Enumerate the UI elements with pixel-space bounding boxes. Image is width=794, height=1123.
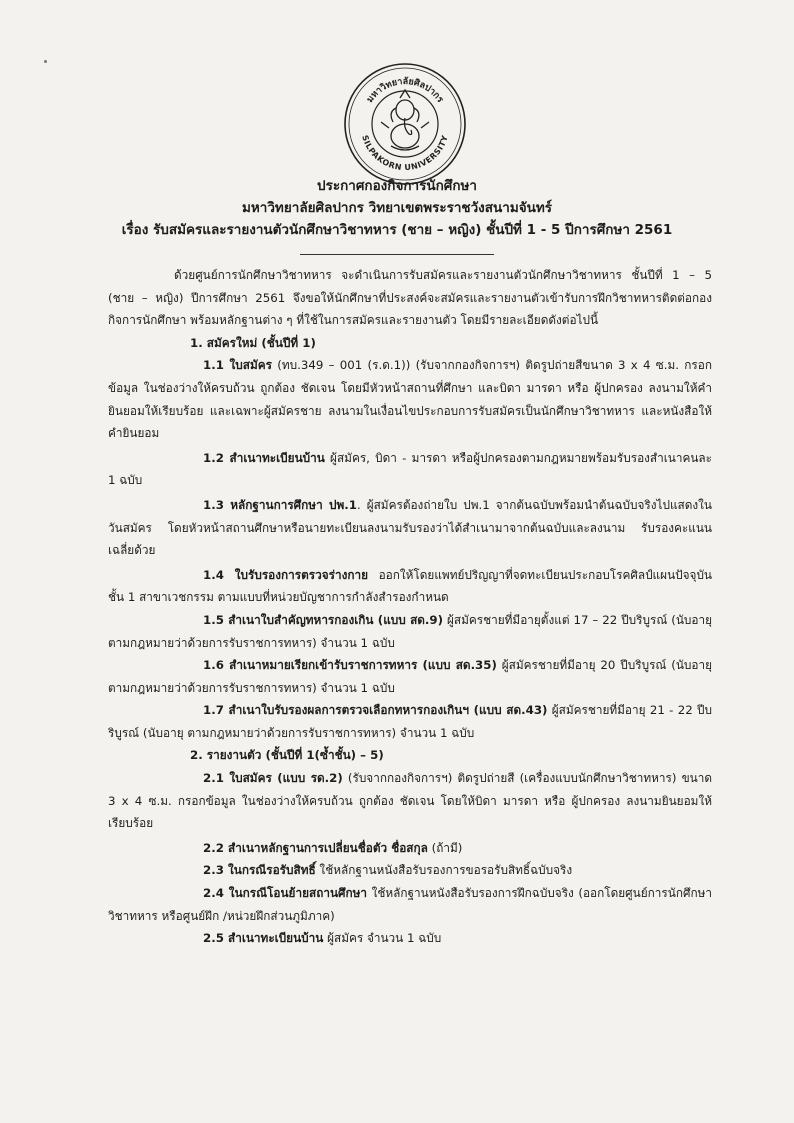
item-1-2	[108, 447, 712, 492]
item-2-1	[108, 767, 712, 835]
item-1-7	[108, 699, 712, 744]
item-1-7-text: ผู้สมัครชายที่มีอายุ 21 - 22 ปีบริบูรณ์ (นับอายุ ตามกฎหมายว่าด้วยการรับราชการทหาร) จำนวน 1 ฉบับ	[108, 703, 712, 740]
item-1-1	[108, 354, 712, 444]
intro-paragraph: ด้วยศูนย์การนักศึกษาวิชาทหาร จะดำเนินการรับสมัครและรายงานตัวนักศึกษาวิชาทหาร ชั้นปีที่ 1 – 5 (ชาย – หญิง) ปีการศึกษา 2561 จึงขอให้นักศึกษาที่ประสงค์จะสมัครและรายงานตัวเข้ารับการฝึกวิชาทหารติดต่อกองกิจการนักศึกษา พร้อมหลักฐานต่าง ๆ ที่ใช้ในการสมัครและรายงานตัว โดยมีรายละเอียดดังต่อไปนี้	[108, 268, 712, 328]
item-2-3	[108, 859, 712, 882]
item-2-5-text: ผู้สมัคร จำนวน 1 ฉบับ	[323, 931, 442, 946]
university-seal-logo	[343, 62, 468, 187]
item-2-4	[108, 882, 712, 927]
item-1-3-label: 1.3 หลักฐานการศึกษา ปพ.1	[203, 497, 357, 512]
item-2-3-label: 2.3 ในกรณีรอรับสิทธิ์	[203, 863, 316, 878]
announcement-body	[108, 264, 712, 950]
item-1-7-label: 1.7 สำเนาใบรับรองผลการตรวจเลือกทหารกองเกินฯ (แบบ สด.43)	[203, 703, 548, 718]
section-1-heading: 1. สมัครใหม่ (ชั้นปีที่ 1)	[190, 335, 316, 350]
item-1-4	[108, 564, 712, 609]
item-2-5	[108, 927, 712, 950]
scan-speck	[44, 60, 47, 63]
item-2-4-text: ใช้หลักฐานหนังสือรับรองการฝึกฉบับจริง (ออกโดยศูนย์การนักศึกษาวิชาทหาร หรือศูนย์ฝึก /หน่วยฝึกส่วนภูมิภาค)	[108, 886, 712, 923]
header-line-3: เรื่อง รับสมัครและรายงานตัวนักศึกษาวิชาทหาร (ชาย – หญิง) ชั้นปีที่ 1 - 5 ปีการศึกษา 2561	[121, 222, 673, 238]
item-2-2	[108, 837, 712, 860]
item-2-1-label: 2.1 ใบสมัคร (แบบ รด.2)	[203, 771, 343, 786]
item-1-3	[108, 494, 712, 562]
header-line-2: มหาวิทยาลัยศิลปากร วิทยาเขตพระราชวังสนามจันทร์	[241, 200, 553, 216]
item-2-2-text: (ถ้ามี)	[427, 840, 463, 855]
item-1-5-label: 1.5 สำเนาใบสำคัญทหารกองเกิน (แบบ สด.9)	[203, 612, 444, 627]
item-1-5-text: ผู้สมัครชายที่มีอายุตั้งแต่ 17 – 22 ปีบริบูรณ์ (นับอายุ ตามกฎหมายว่าด้วยการรับราชการทหาร) จำนวน 1 ฉบับ	[108, 612, 712, 650]
item-2-3-text: ใช้หลักฐานหนังสือรับรองการขอรอรับสิทธิ์ฉบับจริง	[315, 863, 573, 878]
item-1-4-label: 1.4 ใบรับรองการตรวจร่างกาย	[203, 567, 369, 582]
item-2-5-label: 2.5 สำเนาทะเบียนบ้าน	[203, 931, 324, 946]
item-1-6-label: 1.6 สำเนาหมายเรียกเข้ารับราชการทหาร (แบบ สด.35)	[203, 658, 497, 673]
seal-text-bottom: SILPAKORN UNIVERSITY	[360, 134, 450, 173]
section-2-heading: 2. รายงานตัว (ชั้นปีที่ 1(ซ้ำชั้น) – 5)	[190, 748, 384, 763]
item-1-6	[108, 654, 712, 699]
header-divider	[300, 254, 494, 255]
item-1-2-text: ผู้สมัคร, บิดา - มารดา หรือผู้ปกครองตามกฎหมายพร้อมรับรองสำเนาคนละ 1 ฉบับ	[108, 450, 712, 488]
item-1-2-label: 1.2 สำเนาทะเบียนบ้าน	[203, 450, 325, 465]
item-1-5	[108, 609, 712, 654]
seal-text-top: มหาวิทยาลัยศิลปากร	[365, 76, 445, 105]
item-2-2-label: 2.2 สำเนาหลักฐานการเปลี่ยนชื่อตัว ชื่อสกุล	[203, 840, 428, 855]
item-2-1-text: (รับจากกองกิจการฯ) ติดรูปถ่ายสี (เครื่องแบบนักศึกษาวิชาทหาร) ขนาด 3 x 4 ซ.ม. กรอกข้อมูล ในช่องว่างให้ครบถ้วน ถูกต้อง ชัดเจน โดยให้บิดา มารดา หรือ ผู้ปกครอง ลงนามยินยอมให้เรียบร้อย	[108, 771, 712, 831]
item-2-4-label: 2.4 ในกรณีโอนย้ายสถานศึกษา	[203, 886, 368, 901]
item-1-1-label: 1.1 ใบสมัคร	[203, 358, 272, 373]
item-1-4-text: ออกให้โดยแพทย์ปริญญาที่จดทะเบียนประกอบโรคศิลป์แผนปัจจุบันชั้น 1 สาขาเวชกรรม ตามแบบที่หน่วยบัญชาการกำลังสำรองกำหนด	[108, 567, 712, 605]
svg-text:SILPAKORN UNIVERSITY	[360, 134, 450, 172]
item-1-1-text: (ทบ.349 – 001 (ร.ด.1)) (รับจากกองกิจการฯ) ติดรูปถ่ายสีขนาด 3 x 4 ซ.ม. กรอกข้อมูล ในช่องว่างให้ครบถ้วน ถูกต้อง ชัดเจน โดยมีหัวหน้าสถานที่ศึกษา และบิดา มารดา หรือ ผู้ปกครอง ลงนามให้คำยินยอมให้เรียบร้อย และเฉพาะผู้สมัครชาย ลงนามในเงื่อนไขประกอบการรับสมัครเป็นนักศึกษาวิชาทหาร และหนังสือให้คำยินยอม	[108, 358, 712, 441]
item-1-6-text: ผู้สมัครชายที่มีอายุ 20 ปีบริบูรณ์ (นับอายุ ตามกฎหมายว่าด้วยการรับราชการทหาร) จำนวน 1 ฉบับ	[108, 658, 712, 695]
item-1-3-text: . ผู้สมัครต้องถ่ายใบ ปพ.1 จากต้นฉบับพร้อมนำต้นฉบับจริงไปแสดงในวันสมัคร โดยหัวหน้าสถานศึกษาหรือนายทะเบียนลงนามรับรองว่าได้สำเนามาจากต้นฉบับและลงนาม รับรองคะแนนเฉลี่ยด้วย	[108, 497, 712, 558]
header-line-1: ประกาศกองกิจการนักศึกษา	[317, 178, 477, 194]
announcement-header	[0, 175, 794, 241]
